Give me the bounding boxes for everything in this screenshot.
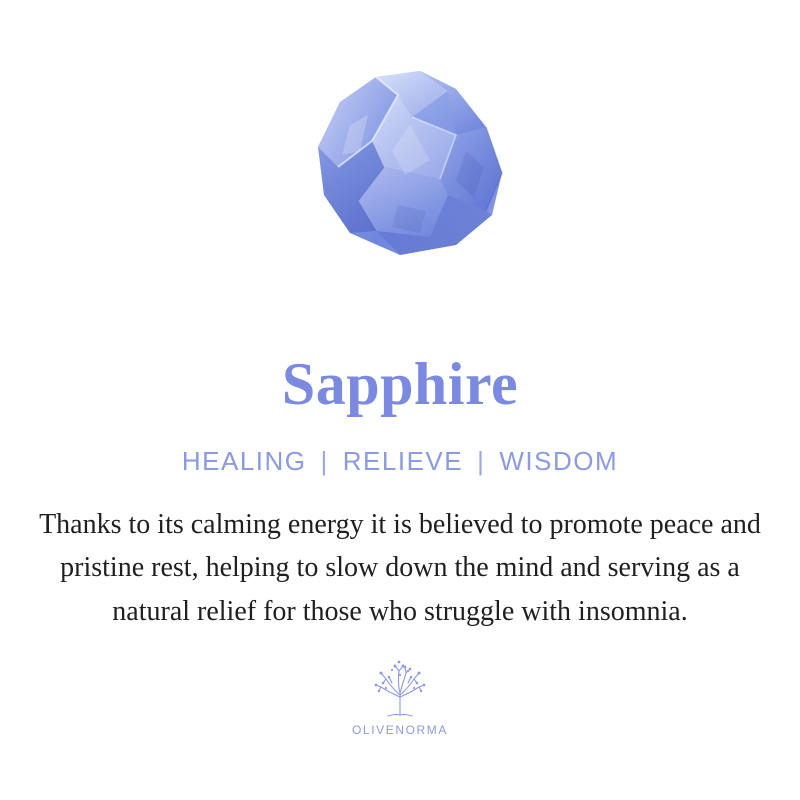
sapphire-rough-stone (280, 55, 530, 285)
keyword-wisdom: WISDOM (499, 446, 619, 476)
keyword-separator-1: | (320, 446, 329, 476)
description-text: Thanks to its calming energy it is believed to promote peace and pristine rest, helping to slow down the mind and serving as a natural relief for those who struggle with insomnia. (39, 509, 761, 627)
brand-name: OLIVENORMA (351, 723, 448, 738)
keyword-relieve: RELIEVE (342, 446, 464, 476)
tree-of-life-icon (364, 655, 436, 721)
page-title: Sapphire (281, 351, 519, 417)
keyword-healing: HEALING (181, 446, 307, 476)
keyword-list (182, 446, 618, 477)
keyword-separator-2: | (477, 446, 486, 476)
gemstone-image-area (0, 0, 800, 330)
brand-logo (352, 655, 448, 737)
